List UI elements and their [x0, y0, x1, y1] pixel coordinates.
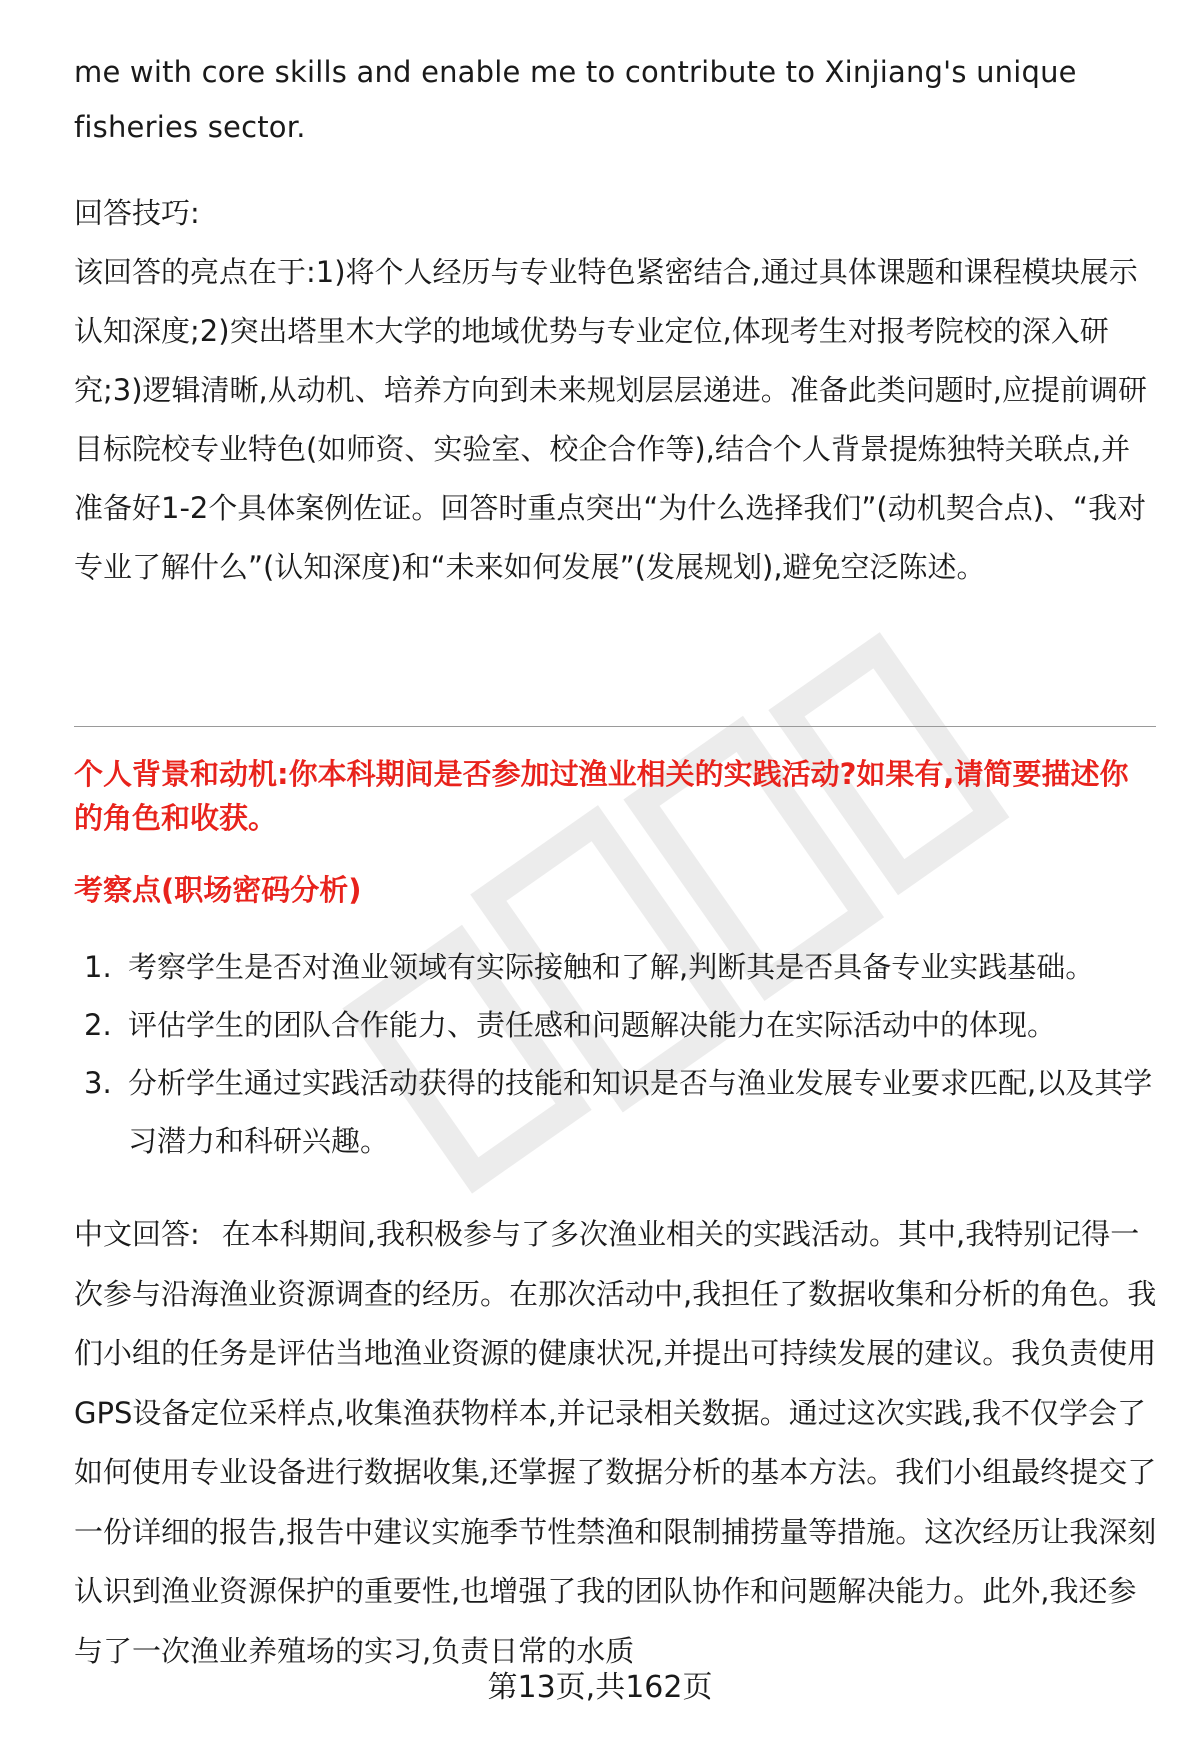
question-heading: 个人背景和动机:你本科期间是否参加过渔业相关的实践活动?如果有,请简要描述你的角色和收获。 [74, 757, 1129, 835]
assessment-list [74, 938, 1164, 1170]
assessment-item-number: 2. [84, 1008, 112, 1042]
intro-line-1: me with core skills and enable me to contribute to Xinjiang's unique [74, 55, 1077, 89]
page-number: 第13页,共162页 [487, 1670, 713, 1705]
assessment-item-text: 考察学生是否对渔业领域有实际接触和了解,判断其是否具备专业实践基础。 [128, 950, 1095, 984]
assessment-item-number: 1. [84, 950, 112, 984]
intro-line-2: fisheries sector. [74, 110, 306, 144]
assessment-item [74, 1054, 1164, 1170]
tips-label: 回答技巧: [74, 196, 200, 230]
assessment-item-number: 3. [84, 1066, 112, 1100]
assessment-item [74, 938, 1164, 996]
assessment-item-text: 评估学生的团队合作能力、责任感和问题解决能力在实际活动中的体现。 [128, 1008, 1057, 1042]
assessment-item [74, 996, 1164, 1054]
assessment-title: 考察点(职场密码分析) [74, 873, 362, 907]
answer-label: 中文回答: [74, 1217, 200, 1251]
answer-body: 在本科期间,我积极参与了多次渔业相关的实践活动。其中,我特别记得一次参与沿海渔业资源调查的经历。在那次活动中,我担任了数据收集和分析的角色。我们小组的任务是评估当地渔业资源的健康状况,并提出可持续发展的建议。我负责使用GPS设备定位采样点,收集渔获物样本,并记录相关数据。通过这次实践,我不仅学会了如何使用专业设备进行数据收集,还掌握了数据分析的基本方法。我们小组最终提交了一份详细的报告,报告中建议实施季节性禁渔和限制捕捞量等措施。这次经历让我深刻认识到渔业资源保护的重要性,也增强了我的团队协作和问题解决能力。此外,我还参与了一次渔业养殖场的实习,负责日常的水质 [74, 1217, 1157, 1668]
section-divider [74, 726, 1156, 727]
assessment-item-text: 分析学生通过实践活动获得的技能和知识是否与渔业发展专业要求匹配,以及其学习潜力和科研兴趣。 [128, 1066, 1153, 1158]
tips-body: 该回答的亮点在于:1)将个人经历与专业特色紧密结合,通过具体课题和课程模块展示认知深度;2)突出塔里木大学的地域优势与专业定位,体现考生对报考院校的深入研究;3)逻辑清晰,从动机、培养方向到未来规划层层递进。准备此类问题时,应提前调研目标院校专业特色(如师资、实验室、校企合作等),结合个人背景提炼独特关联点,并准备好1-2个具体案例佐证。回答时重点突出“为什么选择我们”(动机契合点)、“我对专业了解什么”(认知深度)和“未来如何发展”(发展规划),避免空泛陈述。 [74, 255, 1147, 584]
answer-paragraph [74, 1205, 1164, 1681]
